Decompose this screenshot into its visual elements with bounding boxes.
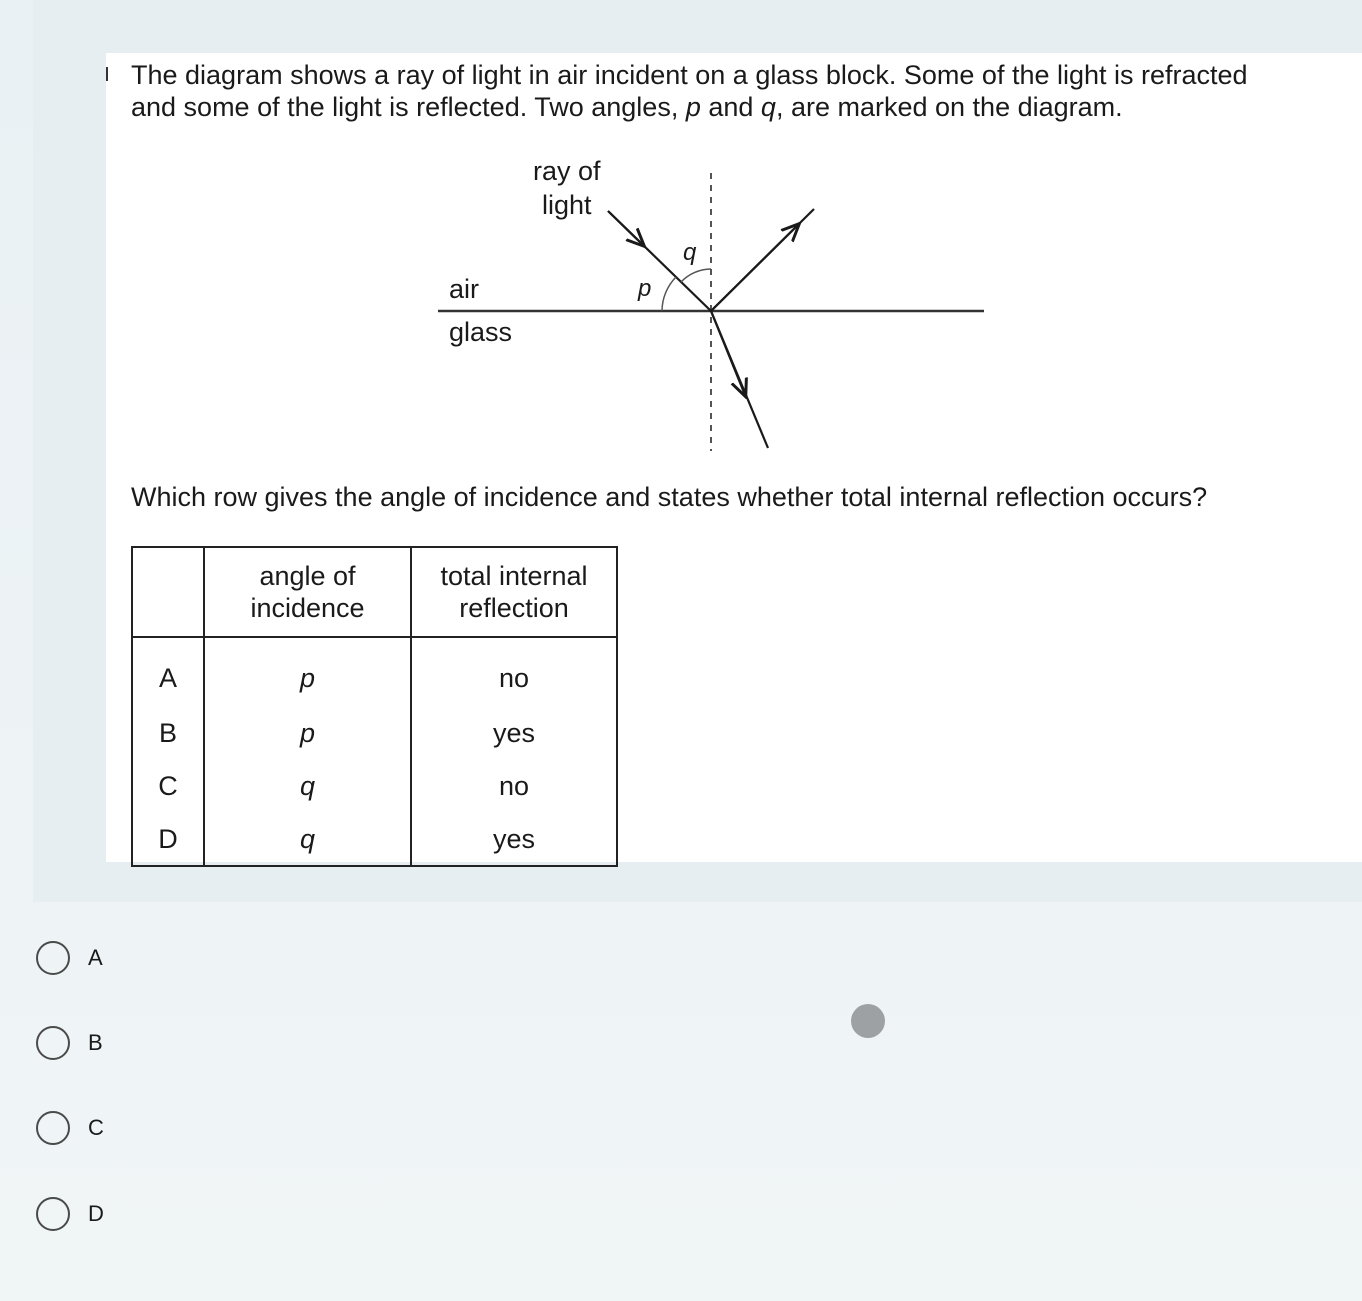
row-letter: A [132,637,204,707]
radio-button-c[interactable] [36,1111,70,1145]
question-prompt: Which row gives the angle of incidence and states whether total internal reflection occurs? [131,482,1208,512]
table-row [132,637,617,707]
row-tir: yes [411,813,617,866]
touch-cursor-indicator [851,1004,885,1038]
answer-table [131,546,618,867]
intro-line-2: and some of the light is reflected. Two angles, p and q, are marked on the diagram. [131,92,1123,122]
air-label: air [449,274,480,304]
option-c[interactable] [36,1110,104,1146]
table-row [132,707,617,760]
question-card [33,0,1362,902]
option-a[interactable] [36,940,103,976]
radio-button-d[interactable] [36,1197,70,1231]
ray-label-line-2: light [542,190,592,220]
radio-button-a[interactable] [36,941,70,975]
row-letter: B [132,707,204,760]
refracted-arrow [711,311,745,395]
table-header-row [132,547,617,637]
ray-label-line-1: ray of [533,156,601,186]
header-tir: total internal reflection [411,547,617,637]
row-tir: no [411,760,617,813]
angle-q-arc [681,269,711,282]
angle-p-arc [662,277,676,311]
incident-arrow [608,211,643,245]
angle-q-label: q [683,239,697,266]
row-angle: q [204,760,411,813]
option-label: B [88,1030,103,1055]
intro-line-1: The diagram shows a ray of light in air incident on a glass block. Some of the light is refracted [131,60,1248,90]
header-angle: angle of incidence [204,547,411,637]
header-letter-cell [132,547,204,637]
option-label: C [88,1115,104,1140]
refraction-diagram [106,53,1362,473]
radio-button-b[interactable] [36,1026,70,1060]
option-label: A [88,945,103,970]
question-image [106,53,1362,862]
option-b[interactable] [36,1025,103,1061]
option-label: D [88,1201,104,1226]
option-d[interactable] [36,1196,104,1232]
reflected-arrow [711,225,798,311]
angle-p-label: p [638,275,652,302]
row-letter: C [132,760,204,813]
glass-label: glass [449,317,513,347]
row-tir: yes [411,707,617,760]
row-angle: q [204,813,411,866]
table-row [132,760,617,813]
row-angle: p [204,707,411,760]
row-tir: no [411,637,617,707]
row-angle: p [204,637,411,707]
row-letter: D [132,813,204,866]
table-row [132,813,617,866]
